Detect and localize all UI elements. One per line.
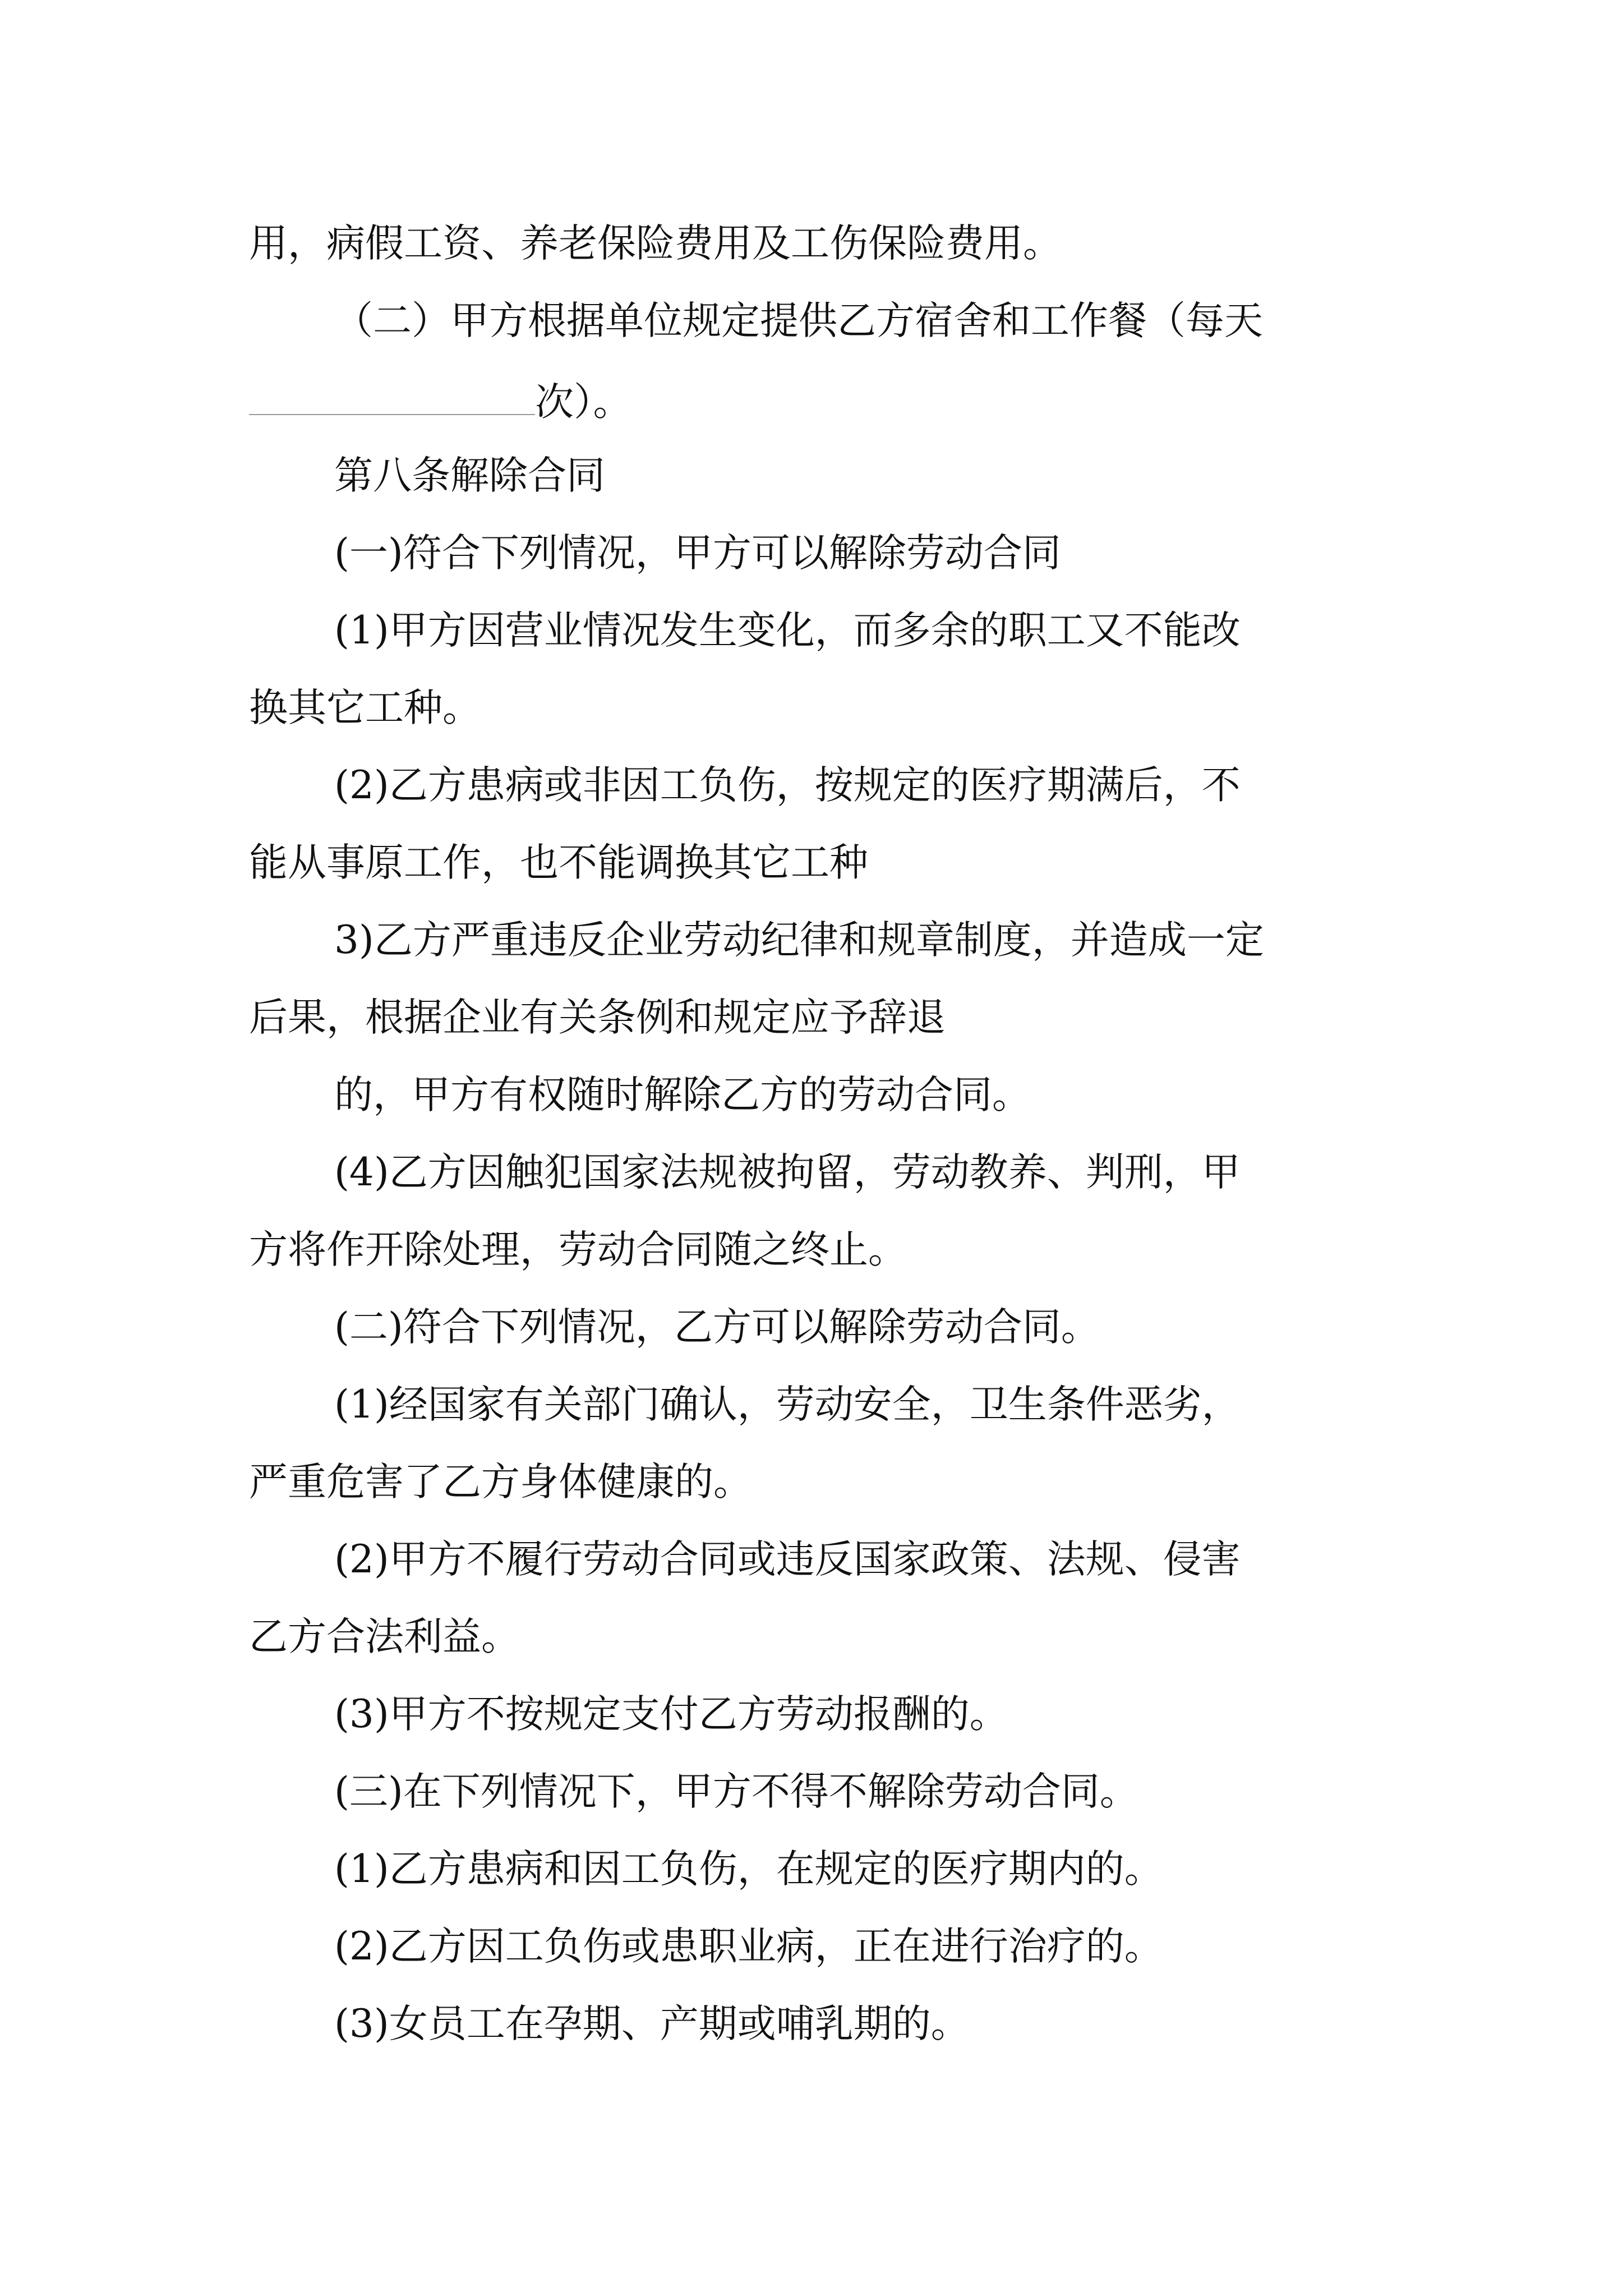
text-line: 换其它工种。: [249, 685, 481, 730]
text-line: 3)乙方严重违反企业劳动纪律和规章制度，并造成一定: [334, 918, 1264, 963]
text-line: 严重危害了乙方身体健康的。: [249, 1460, 752, 1504]
text-line: (二)符合下列情况，乙方可以解除劳动合同。: [334, 1305, 1100, 1350]
section-heading: 第八条解除合同: [334, 453, 605, 498]
text-line: (一)符合下列情况，甲方可以解除劳动合同: [334, 531, 1061, 576]
text-line: (三)在下列情况下，甲方不得不解除劳动合同。: [334, 1769, 1138, 1814]
text-line: （二）甲方根据单位规定提供乙方宿舍和工作餐（每天: [334, 298, 1263, 343]
text-line: (3)甲方不按规定支付乙方劳动报酬的。: [334, 1692, 1008, 1737]
text-line: (2)乙方患病或非因工负伤，按规定的医疗期满后，不: [334, 763, 1241, 808]
fill-in-blank[interactable]: [249, 379, 535, 415]
text-line: (2)甲方不履行劳动合同或违反国家政策、法规、侵害: [334, 1537, 1241, 1582]
text-line: (2)乙方因工负伤或患职业病，正在进行治疗的。: [334, 1924, 1163, 1969]
text-line: 后果，根据企业有关条例和规定应予辞退: [249, 995, 946, 1040]
text-line: 用，病假工资、养老保险费用及工伤保险费用。: [249, 221, 1062, 266]
text-line: 的，甲方有权随时解除乙方的劳动合同。: [334, 1073, 1031, 1117]
text-fragment: 次）。: [535, 380, 632, 425]
text-line: 方将作开除处理，劳动合同随之终止。: [249, 1227, 907, 1272]
text-line: 乙方合法利益。: [249, 1614, 520, 1659]
text-line: (1)乙方患病和因工负伤，在规定的医疗期内的。: [334, 1847, 1163, 1892]
text-line: (3)女员工在孕期、产期或哺乳期的。: [334, 2001, 970, 2046]
text-line-with-blank: [249, 379, 632, 425]
text-line: (4)乙方因触犯国家法规被拘留，劳动教养、判刑，甲: [334, 1150, 1241, 1195]
text-line: 能从事原工作，也不能调换其它工种: [249, 840, 868, 885]
text-line: (1)经国家有关部门确认，劳动安全，卫生条件恶劣，: [334, 1382, 1241, 1427]
text-line: (1)甲方因营业情况发生变化，而多余的职工又不能改: [334, 608, 1241, 653]
